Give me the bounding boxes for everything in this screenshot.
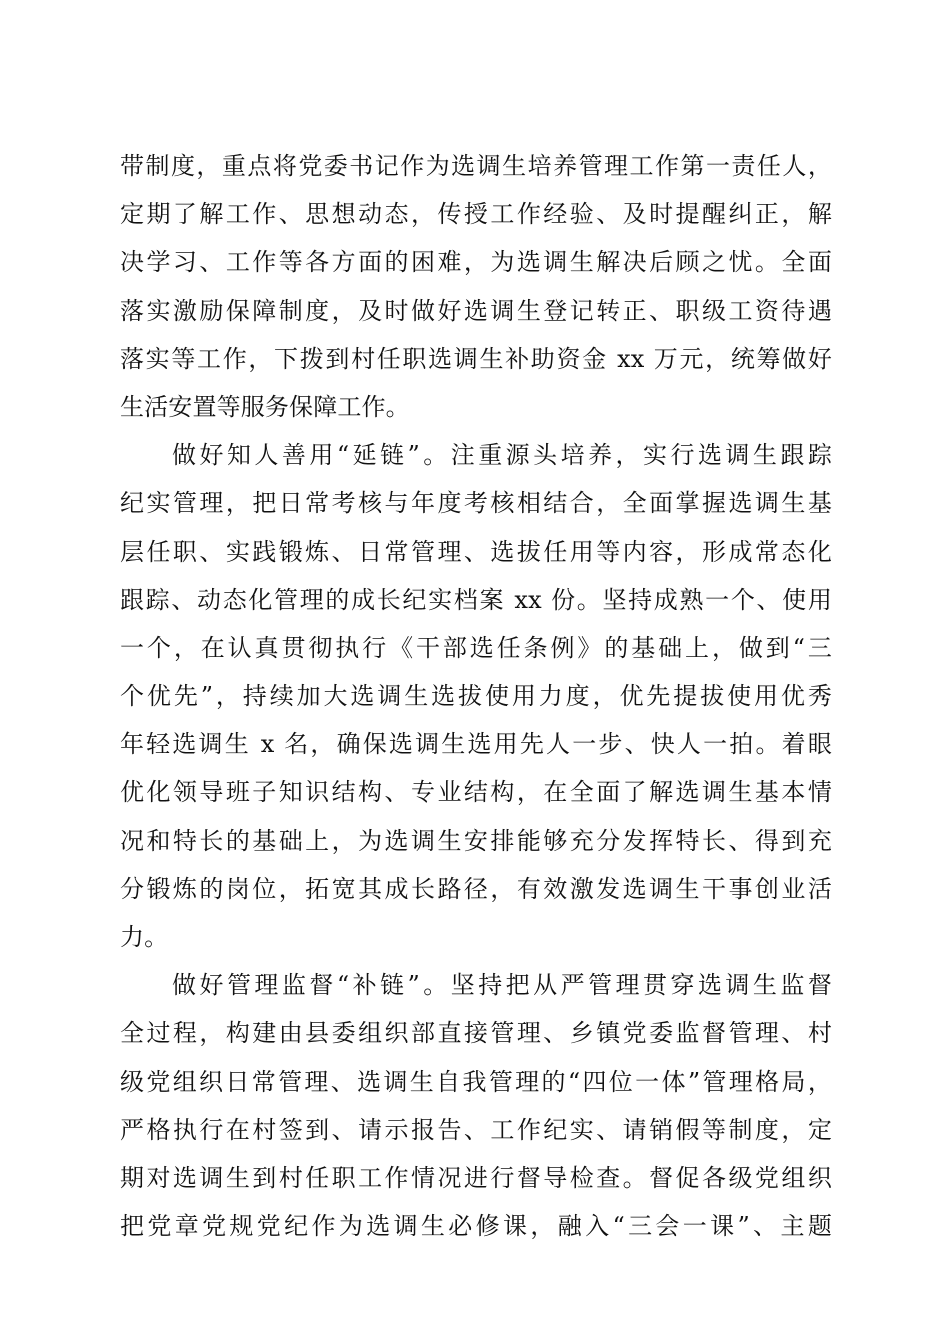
text-line: 全过程，构建由县委组织部直接管理、乡镇党委监督管理、村 bbox=[120, 1019, 832, 1048]
text-line: 层任职、实践锻炼、日常管理、选拔任用等内容，形成常态化 bbox=[120, 537, 832, 566]
text-line: 优化领导班子知识结构、专业结构，在全面了解选调生基本情 bbox=[120, 778, 832, 807]
text-line: 定期了解工作、思想动态，传授工作经验、及时提醒纠正，解 bbox=[120, 200, 832, 229]
text-line: 落实激励保障制度，及时做好选调生登记转正、职级工资待遇 bbox=[120, 296, 832, 325]
document-body bbox=[120, 142, 832, 1250]
text-line: 决学习、工作等各方面的困难，为选调生解决后顾之忧。全面 bbox=[120, 248, 832, 277]
text-line: 把党章党规党纪作为选调生必修课，融入“三会一课”、主题 bbox=[120, 1212, 832, 1241]
text-line: 带制度，重点将党委书记作为选调生培养管理工作第一责任人， bbox=[120, 152, 832, 180]
text-line: 一个，在认真贯彻执行《干部选任条例》的基础上，做到“三 bbox=[120, 633, 832, 662]
paragraph-start-line: 做好知人善用“延链”。注重源头培养，实行选调生跟踪 bbox=[172, 441, 832, 470]
text-line: 期对选调生到村任职工作情况进行督导检查。督促各级党组织 bbox=[120, 1163, 832, 1192]
text-line: 纪实管理，把日常考核与年度考核相结合，全面掌握选调生基 bbox=[120, 489, 832, 518]
text-line: 跟踪、动态化管理的成长纪实档案 xx 份。坚持成熟一个、使用 bbox=[120, 585, 832, 614]
text-line: 况和特长的基础上，为选调生安排能够充分发挥特长、得到充 bbox=[120, 826, 832, 855]
text-line: 力。 bbox=[120, 923, 169, 951]
text-line: 严格执行在村签到、请示报告、工作纪实、请销假等制度，定 bbox=[120, 1115, 832, 1144]
text-line: 落实等工作，下拨到村任职选调生补助资金 xx 万元，统筹做好 bbox=[120, 344, 832, 373]
paragraph-start-line: 做好管理监督“补链”。坚持把从严管理贯穿选调生监督 bbox=[172, 971, 832, 1000]
text-line: 年轻选调生 x 名，确保选调生选用先人一步、快人一拍。着眼 bbox=[120, 730, 832, 759]
text-line: 级党组织日常管理、选调生自我管理的“四位一体”管理格局， bbox=[120, 1067, 832, 1096]
text-line: 分锻炼的岗位，拓宽其成长路径，有效激发选调生干事创业活 bbox=[120, 874, 832, 903]
text-line: 个优先”，持续加大选调生选拔使用力度，优先提拔使用优秀 bbox=[120, 682, 832, 711]
text-line: 生活安置等服务保障工作。 bbox=[120, 392, 410, 421]
